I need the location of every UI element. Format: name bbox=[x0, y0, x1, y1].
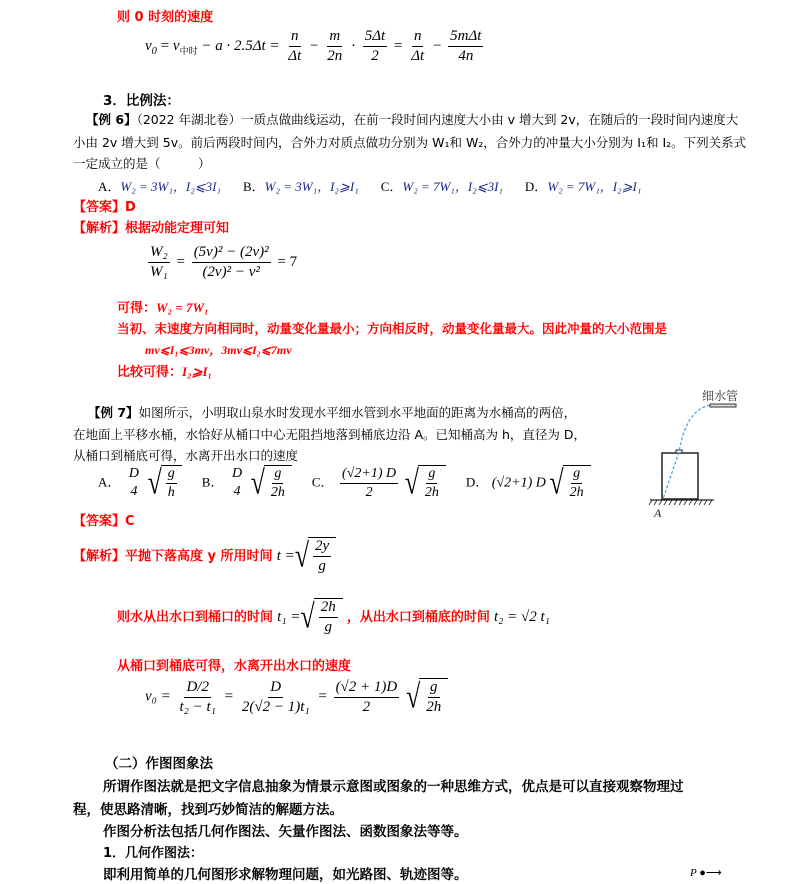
example6-option-a[interactable] bbox=[98, 176, 221, 195]
fraction bbox=[127, 466, 141, 500]
line-velocity-at-zero: 则 0 时刻的速度 bbox=[117, 10, 214, 25]
example7-analysis-line3: 从桶口到桶底可得，水离开出水口的速度 bbox=[117, 659, 352, 674]
example6-analysis bbox=[73, 217, 229, 236]
analysis-text: 平抛下落高度 y 所用时间 bbox=[125, 548, 273, 564]
denominator: 4n bbox=[458, 48, 474, 65]
point-a-label: A bbox=[654, 506, 662, 520]
section-heading-ratio-method: 3．比例法： bbox=[103, 93, 180, 109]
compare-label: 比较可得： bbox=[117, 365, 183, 380]
numerator: g bbox=[428, 679, 440, 698]
denominator: (2v)² − v² bbox=[202, 264, 260, 281]
numerator: 2h bbox=[319, 599, 338, 618]
fraction bbox=[340, 466, 398, 501]
numerator: 5mΔt bbox=[448, 28, 483, 47]
fraction bbox=[269, 466, 287, 501]
answer-value: D bbox=[125, 200, 136, 215]
denominator: 2n bbox=[327, 48, 343, 65]
compare-result bbox=[117, 361, 212, 380]
example6-line2: 小由 2v 增大到 5v。前后两段时间内，合外力对质点做功分别为 W₁和 W₂，合外力的冲量大小分别为 I₁和 I₂。下列关系式 bbox=[73, 135, 747, 150]
water-trajectory bbox=[663, 405, 710, 499]
fraction bbox=[148, 244, 170, 282]
numerator: D bbox=[268, 679, 283, 698]
result-value: W₂ = 7W₁ bbox=[156, 300, 209, 315]
fraction bbox=[178, 679, 218, 717]
reason-line: 当初、末速度方向相同时，动量变化量最小；方向相反时，动量变化量最大。因此冲量的大小范围是 bbox=[117, 321, 668, 336]
result-label: 可得： bbox=[117, 301, 157, 316]
fraction bbox=[166, 466, 177, 501]
equation-work-ratio: $\frac{\text{W₂}}{\text{W₁}}$ = $\frac{\text{(5v)² − (2v)²}}{\text{(2v)² − v²}}$ = 7 bbox=[150, 244, 298, 281]
fraction bbox=[192, 244, 271, 282]
eq-sub: 0 bbox=[151, 46, 157, 58]
fraction bbox=[423, 466, 441, 501]
para3: 即利用简单的几何图形求解物理问题，如光路图、轨迹图等。 bbox=[103, 867, 468, 883]
numerator: g bbox=[426, 466, 437, 484]
fraction bbox=[363, 28, 387, 66]
analysis-text: 根据动能定理可知 bbox=[125, 221, 230, 236]
pipe-label: 细水管 bbox=[702, 389, 739, 403]
equation-v0-final: v₀ = $\frac{D/2}{\text{t₂ − t₁}}$ = $\frac{D}{\text{2(√2 − 1)t₁}}$ = $\frac{(√2 + 1)D}{2}$ √ $\frac{g}{2h}$ bbox=[145, 678, 448, 717]
water-pipe bbox=[710, 404, 736, 407]
point-p-label: P bbox=[690, 867, 697, 879]
fraction bbox=[313, 538, 331, 576]
square-root bbox=[295, 537, 336, 576]
fraction bbox=[448, 28, 483, 66]
equation-t bbox=[277, 537, 337, 576]
radical-sign-icon: √ bbox=[300, 597, 315, 636]
option-label: C． bbox=[380, 179, 403, 194]
example7-line2: 在地面上平移水桶，水恰好从桶口中心无阻挡地落到桶底边沿 A。已知桶高为 h，直径为 D， bbox=[73, 427, 587, 442]
example6-answer bbox=[73, 196, 136, 215]
example7-option-d[interactable] bbox=[466, 465, 591, 501]
denominator: 4 bbox=[130, 484, 138, 500]
numerator: (√2 + 1)D bbox=[334, 679, 400, 698]
numerator: (√2+1) D bbox=[340, 466, 398, 484]
square-root bbox=[405, 465, 446, 501]
denominator: 2 bbox=[371, 48, 379, 65]
square-root bbox=[251, 465, 292, 501]
example7-line3: 从桶口到桶底可得，水离开出水口的速度 bbox=[73, 448, 299, 463]
option-prefix: (√2+1) D bbox=[491, 475, 546, 491]
option-label: D． bbox=[465, 474, 489, 490]
fraction bbox=[240, 679, 312, 717]
option-text: W₂ = 7W₁，I₂⩾I₁ bbox=[547, 179, 642, 194]
example7-line1 bbox=[88, 403, 576, 421]
denominator: t₂ − t₁ bbox=[179, 698, 216, 715]
example-text: （2022 年湖北卷）一质点做曲线运动，在前一段时间内速度大小由 v 增大到 2v，在随后的一段时间内速度大 bbox=[136, 112, 739, 127]
analysis-text: ，从出水口到桶底的时间 bbox=[346, 609, 490, 625]
figure-point-p bbox=[690, 866, 722, 879]
example7-analysis-line2 bbox=[117, 598, 550, 637]
denominator: 4 bbox=[233, 484, 241, 500]
numerator: D bbox=[128, 466, 140, 481]
numerator: D/2 bbox=[184, 679, 211, 698]
example-tag: 【例 6】 bbox=[86, 112, 137, 127]
para2: 作图分析法包括几何作图法、矢量作图法、函数图象法等等。 bbox=[103, 824, 468, 840]
numerator: (5v)² − (2v)² bbox=[192, 244, 271, 263]
example6-options bbox=[98, 176, 641, 195]
eq-result: = 7 bbox=[277, 254, 298, 271]
example6-option-b[interactable] bbox=[243, 176, 359, 195]
option-text: W₂ = 3W₁，I₂⩾I₁ bbox=[264, 179, 359, 194]
eq-lhs: t₁ = bbox=[277, 608, 301, 625]
numerator: g bbox=[571, 466, 582, 484]
numerator: D bbox=[231, 466, 243, 481]
eq-lhs: v₀ = bbox=[145, 688, 171, 705]
example7-option-a[interactable] bbox=[98, 465, 182, 501]
denominator: g bbox=[324, 619, 332, 636]
analysis-tag: 【解析】 bbox=[73, 221, 126, 236]
numerator: 2y bbox=[313, 538, 331, 557]
analysis-tag: 【解析】 bbox=[73, 548, 126, 564]
denominator: h bbox=[167, 485, 175, 501]
fraction bbox=[319, 599, 338, 637]
denominator: 2h bbox=[424, 485, 439, 501]
option-label: B． bbox=[201, 474, 224, 490]
answer-value: C bbox=[125, 514, 135, 529]
para1-line1: 所谓作图法就是把文字信息抽象为情景示意图或图象的一种思维方式，优点是可以直接观察物理过 bbox=[103, 779, 684, 795]
result-work bbox=[117, 297, 209, 316]
denominator: W₁ bbox=[150, 264, 168, 281]
example7-options bbox=[98, 465, 591, 501]
denominator: 2(√2 − 1)t₁ bbox=[241, 698, 310, 715]
example6-line1 bbox=[86, 110, 738, 128]
example7-option-b[interactable] bbox=[202, 465, 292, 501]
denominator: 2 bbox=[362, 698, 371, 715]
option-text: W₂ = 3W₁，I₂⩽3I₁ bbox=[120, 179, 221, 194]
numerator: g bbox=[166, 466, 177, 484]
eq-term: − a · 2.5Δt = bbox=[201, 38, 280, 55]
option-label: A． bbox=[98, 179, 121, 194]
numerator: n bbox=[412, 28, 424, 47]
arrow-right-icon: ●⟶ bbox=[699, 867, 722, 879]
radical-sign-icon: √ bbox=[147, 463, 162, 502]
fraction bbox=[568, 466, 586, 501]
example6-option-c[interactable] bbox=[381, 176, 503, 195]
equation-v0-first: $v_0 = v_{中时} - a \cdot 2.5\Delta t$ = $\frac{n}{\Delta t}$ − $\frac{m}{2n}$ · $\frac{5\Delta t}{2}$ = $\frac{n}{\Delta t}$ − $\frac{\text{5mΔt}}{4n}$ bbox=[145, 28, 482, 65]
radical-sign-icon: √ bbox=[294, 536, 310, 575]
answer-tag: 【答案】 bbox=[73, 200, 126, 215]
option-label: B． bbox=[242, 179, 265, 194]
denominator: 2 bbox=[365, 484, 373, 500]
ground-hatching bbox=[649, 500, 712, 505]
square-root bbox=[549, 465, 590, 501]
radical-sign-icon: √ bbox=[406, 677, 421, 716]
denominator: Δt bbox=[411, 48, 425, 65]
numerator: 5Δt bbox=[363, 28, 387, 47]
example6-line3: 一定成立的是（ ） bbox=[73, 156, 211, 171]
eq-sub: 中时 bbox=[179, 46, 198, 57]
eq-var: v bbox=[145, 38, 152, 55]
option-label: D． bbox=[524, 179, 548, 194]
fraction bbox=[409, 28, 426, 66]
square-root bbox=[148, 465, 182, 501]
analysis-text: 则水从出水口到桶口的时间 bbox=[117, 609, 274, 625]
radical-sign-icon: √ bbox=[549, 463, 564, 502]
example7-analysis-line1 bbox=[73, 537, 336, 576]
bucket-figure bbox=[630, 380, 770, 520]
numerator: n bbox=[289, 28, 301, 47]
option-label: A． bbox=[98, 474, 121, 490]
fraction bbox=[424, 679, 443, 717]
example-tag: 【例 7】 bbox=[88, 405, 139, 420]
radical-sign-icon: √ bbox=[404, 463, 419, 502]
numerator: W₂ bbox=[148, 244, 170, 263]
denominator: Δt bbox=[288, 48, 302, 65]
denominator: g bbox=[318, 558, 326, 575]
numerator: g bbox=[272, 466, 283, 484]
example-text: 如图所示，小明取山泉水时发现水平细水管到水平地面的距离为水桶高的两倍， bbox=[138, 405, 577, 420]
bucket bbox=[662, 453, 698, 499]
square-root bbox=[300, 598, 342, 637]
denominator: 2h bbox=[426, 699, 442, 716]
fraction bbox=[325, 28, 344, 66]
equation-t1 bbox=[277, 598, 343, 637]
para1-line2: 程，使思路清晰，找到巧妙简洁的解题方法。 bbox=[73, 802, 343, 818]
radical-sign-icon: √ bbox=[250, 463, 265, 502]
answer-tag: 【答案】 bbox=[73, 514, 126, 529]
eq-var: v bbox=[172, 38, 180, 55]
impulse-range: mv⩽I₁⩽3mv，3mv⩽I₂⩽7mv bbox=[145, 343, 292, 357]
numerator: m bbox=[327, 28, 342, 47]
eq-lhs: t = bbox=[276, 547, 295, 564]
example6-option-d[interactable] bbox=[525, 176, 641, 195]
compare-value: I₂⩾I₁ bbox=[182, 364, 213, 379]
example7-answer bbox=[73, 510, 135, 529]
denominator: 2h bbox=[270, 485, 285, 501]
square-root bbox=[406, 678, 448, 717]
example7-option-c[interactable] bbox=[312, 465, 446, 501]
section-heading-graphing-method: （二）作图图象法 bbox=[105, 756, 213, 772]
fraction bbox=[286, 28, 303, 66]
option-text: W₂ = 7W₁，I₂⩽3I₁ bbox=[402, 179, 503, 194]
equation-t2: t₂ = √2 t₁ bbox=[494, 608, 550, 625]
subsection-heading-geometric: 1．几何作图法： bbox=[103, 846, 204, 861]
fraction bbox=[230, 466, 244, 500]
option-label: C． bbox=[311, 474, 334, 490]
fraction bbox=[334, 679, 400, 717]
denominator: 2h bbox=[569, 485, 584, 501]
